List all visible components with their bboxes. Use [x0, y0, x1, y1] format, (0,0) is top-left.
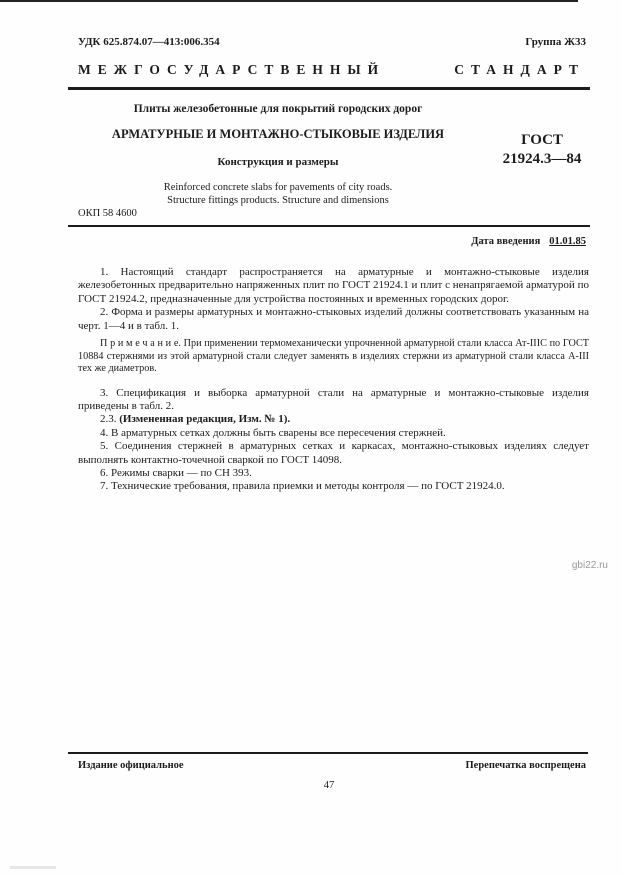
document-subject: Плиты железобетонные для покрытий городских дорог — [133, 103, 423, 115]
gost-designation-line2: 21924.3—84 — [502, 151, 582, 167]
body-paragraph-3: 3. Спецификация и выборка арматурной стали на арматурные и монтажно-стыковые изделия приведены в табл. 2. — [78, 386, 589, 412]
body-paragraph-5: 5. Соединения стержней в арматурных сетках и каркасах, монтажно-стыковых изделиях следует выполнять контактно-точечной сваркой по ГОСТ 14098. — [78, 440, 589, 466]
classification-row — [78, 36, 586, 48]
reprint-note: Перепечатка воспрещена — [465, 760, 586, 771]
header-rule — [68, 87, 590, 90]
effective-date-value: 01.01.85 — [549, 236, 586, 247]
standard-kind-word2: СТАНДАРТ — [454, 62, 585, 77]
scan-edge-line — [0, 0, 578, 2]
note-text: При применении термомеханически упрочненной арматурной стали класса Ат-IIIС по ГОСТ 10884 стержнями из этой арматурной стали следует заменять в изделиях стержни из арматурной стали класса А-III тех же диаметров. — [78, 338, 589, 375]
effective-date-label: Дата введения — [471, 236, 541, 247]
udk-code: УДК 625.874.07—413:006.354 — [78, 36, 220, 48]
scan-artifact — [10, 866, 56, 869]
amendment-prefix: 2.3. — [100, 413, 120, 426]
document-subtitle: Конструкция и размеры — [217, 156, 339, 168]
body-paragraph-1: 1. Настоящий стандарт распространяется на арматурные и монтажно-стыковые изделия железобетонных предварительно напряженных плит по ГОСТ 21924.1 и плит с ненапрягаемой арматурой по ГОСТ 21924.2, предназначенные для устройства постоянных и временных городских дорог. — [78, 266, 589, 305]
group-code: Группа Ж33 — [525, 36, 586, 48]
title-english-line1: Reinforced concrete slabs for pavements of city roads. — [163, 182, 393, 193]
standard-kind-word1: МЕЖГОСУДАРСТВЕННЫЙ — [78, 62, 386, 77]
body-paragraph-7: 7. Технические требования, правила приемки и методы контроля — по ГОСТ 21924.0. — [100, 480, 505, 493]
body-paragraph-6: 6. Режимы сварки — по СН 393. — [100, 466, 252, 479]
site-watermark: gbi22.ru — [571, 560, 608, 571]
title-english-line2: Structure fittings products. Structure and dimensions — [167, 194, 389, 206]
page-number: 47 — [323, 780, 335, 791]
amendment-paragraph — [78, 413, 589, 426]
document-title: АРМАТУРНЫЕ И МОНТАЖНО-СТЫКОВЫЕ ИЗДЕЛИЯ — [111, 127, 445, 141]
body-paragraph-4: 4. В арматурных сетках должны быть сварены все пересечения стержней. — [100, 426, 446, 439]
okp-code: ОКП 58 4600 — [78, 208, 137, 219]
title-block — [82, 103, 474, 207]
okp-rule — [68, 225, 590, 227]
standard-kind-heading — [78, 62, 585, 78]
note-label: П р и м е ч а н и е. — [100, 338, 181, 350]
edition-note: Издание официальное — [78, 760, 184, 771]
footer-row — [78, 760, 586, 771]
effective-date-row — [68, 236, 586, 247]
amendment-text: (Измененная редакция, Изм. № 1). — [119, 413, 291, 426]
body-text — [78, 266, 589, 494]
body-paragraph-2: 2. Форма и размеры арматурных и монтажно-стыковых изделий должны соответствовать указанным на черт. 1—4 и в табл. 1. — [78, 306, 589, 332]
footer-rule — [68, 752, 588, 754]
gost-designation-line1: ГОСТ — [521, 132, 563, 148]
gost-designation — [478, 131, 606, 169]
note-paragraph — [78, 338, 589, 376]
